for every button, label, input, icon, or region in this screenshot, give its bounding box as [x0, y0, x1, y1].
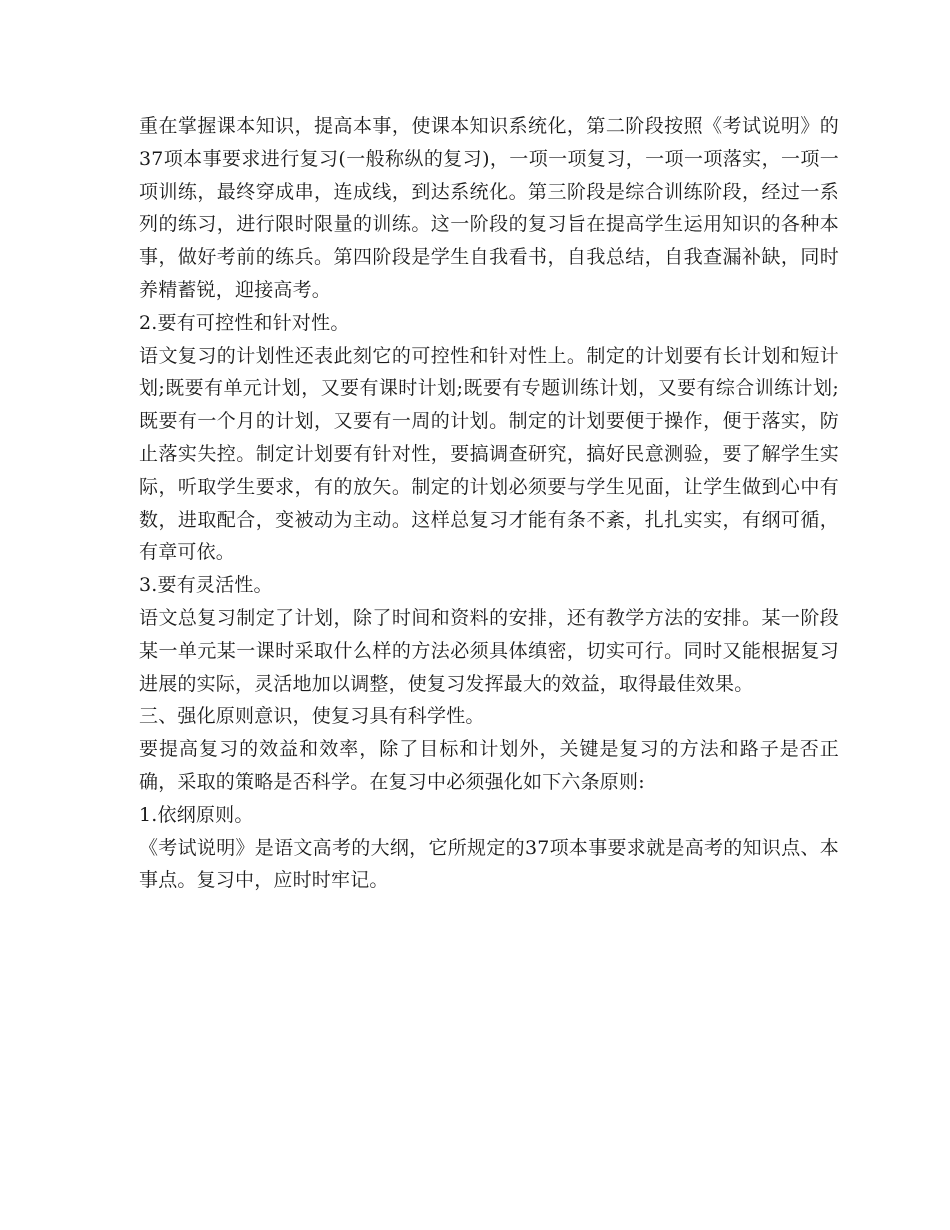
heading-syllabus-principle: 1.依纲原则。 [139, 803, 254, 826]
paragraph-controllability: 语文复习的计划性还表此刻它的可控性和针对性上。制定的计划要有长计划和短计划;既要有单元计划，又要有课时计划;既要有专题训练计划，又要有综合训练计划;既要有一个月的计划，又要有一周的计划。制定的计划要便于操作，便于落实，防止落实失控。制定计划要有针对性，要搞调查研究，搞好民意测验，要了解学生实际，听取学生要求，有的放矢。制定的计划必须要与学生见面，让学生做到心中有数，进取配合，变被动为主动。这样总复习才能有条不紊，扎扎实实，有纲可循，有章可依。 [139, 344, 839, 564]
heading-controllability: 2.要有可控性和针对性。 [139, 311, 350, 334]
heading-flexibility: 3.要有灵活性。 [139, 574, 273, 597]
paragraph-stage-description: 重在掌握课本知识，提高本事，使课本知识系统化，第二阶段按照《考试说明》的37项本事要求进行复习(一般称纵的复习)，一项一项复习，一项一项落实，一项一项训练，最终穿成串，连成线，到达系统化。第三阶段是综合训练阶段，经过一系列的练习，进行限时限量的训练。这一阶段的复习旨在提高学生运用知识的各种本事，做好考前的练兵。第四阶段是学生自我看书，自我总结，自我查漏补缺，同时养精蓄锐，迎接高考。 [139, 115, 839, 301]
paragraph-principles: 要提高复习的效益和效率，除了目标和计划外，关键是复习的方法和路子是否正确，采取的策略是否科学。在复习中必须强化如下六条原则: [139, 738, 839, 793]
heading-principles: 三、强化原则意识，使复习具有科学性。 [139, 705, 485, 728]
paragraph-flexibility: 语文总复习制定了计划，除了时间和资料的安排，还有教学方法的安排。某一阶段某一单元某一课时采取什么样的方法必须具体缜密，切实可行。同时又能根据复习进展的实际，灵活地加以调整，使复习发挥最大的效益，取得最佳效果。 [139, 606, 839, 695]
paragraph-syllabus-principle: 《考试说明》是语文高考的大纲，它所规定的37项本事要求就是高考的知识点、本事点。复习中，应时时牢记。 [139, 836, 839, 892]
document-body [139, 110, 839, 897]
